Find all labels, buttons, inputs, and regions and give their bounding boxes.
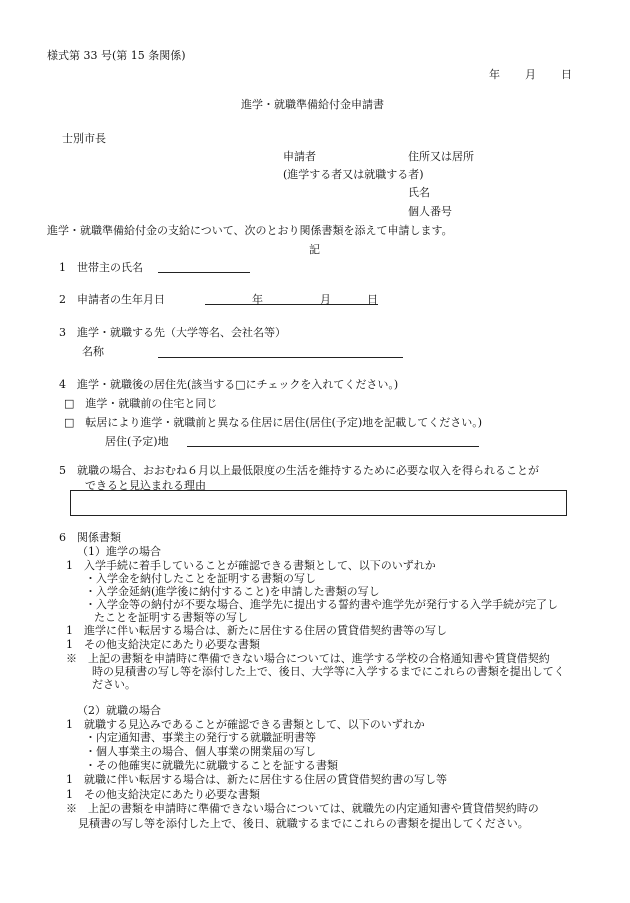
list-item: たことを証明する書類等の写し bbox=[94, 611, 248, 624]
list-item: 1 その他支給決定にあたり必要な書類 bbox=[66, 638, 260, 651]
birthdate-field[interactable] bbox=[205, 304, 378, 305]
item5-text-line1: 就職の場合、おおむね６月以上最低限度の生活を維持するために必要な収入を得られることが bbox=[77, 464, 539, 477]
list-item: ・個人事業主の場合、個人事業の開業届の写し bbox=[85, 745, 316, 758]
list-item: ・内定通知書、事業主の発行する就職証明書等 bbox=[85, 731, 316, 744]
residence-location-label: 居住(予定)地 bbox=[105, 435, 169, 448]
item6-label: 関係書類 bbox=[77, 531, 121, 544]
intro-text: 進学・就職準備給付金の支給について、次のとおり関係書類を添えて申請します。 bbox=[47, 224, 453, 237]
list-item: ※ 上記の書類を申請時に準備できない場合については、就職先の内定通知書や賃貸借契約時の bbox=[66, 802, 539, 815]
list-item: ださい。 bbox=[92, 678, 136, 691]
employment-reason-box[interactable] bbox=[70, 490, 567, 516]
item6-number: 6 bbox=[59, 531, 66, 544]
addressee: 士別市長 bbox=[62, 132, 106, 145]
item1-label: 世帯主の氏名 bbox=[77, 261, 143, 274]
section-enrollment-title: （1）進学の場合 bbox=[77, 545, 161, 558]
list-item: 時の見積書の写し等を添付した上で、後日、大学等に入学するまでにこれらの書類を提出してく bbox=[92, 665, 565, 678]
item4-label: 進学・就職後の居住先(該当する□にチェックを入れてください。) bbox=[77, 378, 399, 391]
item5-text-line2: できると見込まれる理由 bbox=[85, 479, 206, 492]
applicant-sublabel: (進学する者又は就職する者) bbox=[283, 168, 424, 181]
applicant-label: 申請者 bbox=[283, 150, 316, 163]
list-item: ・入学金等の納付が不要な場合、進学先に提出する誓約書や進学先が発行する入学手続が完了し bbox=[85, 598, 558, 611]
list-item: ・入学金を納付したことを証明する書類の写し bbox=[85, 572, 316, 585]
ki-label: 記 bbox=[309, 243, 320, 256]
list-item: 1 その他支給決定にあたり必要な書類 bbox=[66, 788, 260, 801]
residence-location-field[interactable] bbox=[187, 446, 479, 447]
form-number: 様式第 33 号(第 15 条関係) bbox=[47, 49, 186, 62]
household-head-name-field[interactable] bbox=[158, 272, 250, 273]
item1-number: 1 bbox=[59, 261, 66, 274]
list-item: 1 就職する見込みであることが確認できる書類として、以下のいずれか bbox=[66, 718, 425, 731]
residence-option-moving[interactable]: □ 転居により進学・就職前と異なる住居に居住(居住(予定)地を記載してください。) bbox=[64, 416, 483, 429]
list-item: ・入学金延納(進学後に納付すること)を申請した書類の写し bbox=[85, 585, 380, 598]
date-day-label: 日 bbox=[561, 68, 572, 81]
birth-year-label: 年 bbox=[252, 293, 263, 306]
birth-month-label: 月 bbox=[320, 293, 331, 306]
item3-label: 進学・就職する先（大学等名、会社名等） bbox=[77, 326, 286, 339]
list-item: ・その他確実に就職先に就職することを証する書類 bbox=[85, 759, 338, 772]
residence-option-same[interactable]: □ 進学・就職前の住宅と同じ bbox=[64, 397, 218, 410]
destination-name-label: 名称 bbox=[82, 345, 104, 358]
date-year-label: 年 bbox=[489, 68, 500, 81]
list-item: 見積書の写し等を添付した上で、後日、就職するまでにこれらの書類を提出してください。 bbox=[78, 817, 529, 830]
list-item: 1 進学に伴い転居する場合は、新たに居住する住居の賃貸借契約書等の写し bbox=[66, 624, 447, 637]
list-item: ※ 上記の書類を申請時に準備できない場合については、進学する学校の合格通知書や賃貸借契約 bbox=[66, 652, 550, 665]
list-item: 1 入学手続に着手していることが確認できる書類として、以下のいずれか bbox=[66, 559, 436, 572]
item4-number: 4 bbox=[59, 378, 66, 391]
list-item: 1 就職に伴い転居する場合は、新たに居住する住居の賃貸借契約書の写し等 bbox=[66, 773, 447, 786]
document-title: 進学・就職準備給付金申請書 bbox=[241, 98, 384, 111]
name-label: 氏名 bbox=[408, 186, 430, 199]
destination-name-field[interactable] bbox=[158, 357, 403, 358]
date-month-label: 月 bbox=[525, 68, 536, 81]
section-employment-title: （2）就職の場合 bbox=[77, 704, 161, 717]
id-number-label: 個人番号 bbox=[408, 205, 452, 218]
item2-label: 申請者の生年月日 bbox=[77, 293, 165, 306]
item5-number: 5 bbox=[59, 464, 66, 477]
item2-number: 2 bbox=[59, 293, 66, 306]
item3-number: 3 bbox=[59, 326, 66, 339]
address-label: 住所又は居所 bbox=[408, 150, 474, 163]
birth-day-label: 日 bbox=[367, 293, 378, 306]
